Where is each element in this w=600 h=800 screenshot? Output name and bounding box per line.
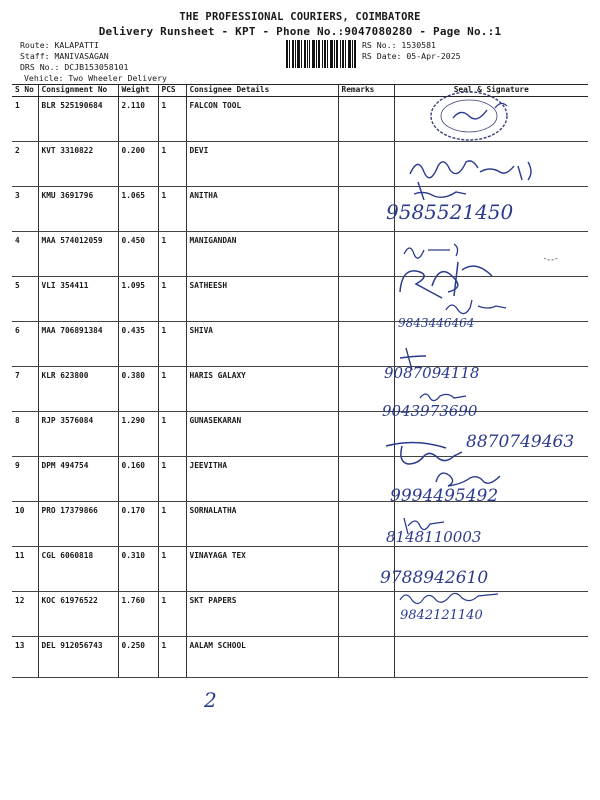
cell-pcs: 1	[158, 277, 186, 322]
cell-remarks	[338, 592, 394, 637]
cell-consignment: KOC 61976522	[38, 592, 118, 637]
cell-consignment: VLI 354411	[38, 277, 118, 322]
cell-weight: 0.380	[118, 367, 158, 412]
signature-row-13	[396, 588, 506, 606]
col-sno: S No	[12, 84, 38, 97]
signature-row-9	[382, 436, 468, 468]
cell-consignment: KLR 623800	[38, 367, 118, 412]
table-row	[12, 322, 588, 367]
table-row	[12, 502, 588, 547]
company-title: THE PROFESSIONAL COURIERS, COIMBATORE	[179, 11, 421, 23]
cell-consignment: DEL 912056743	[38, 637, 118, 678]
cell-consignee: GUNASEKARAN	[186, 412, 338, 457]
vehicle-label: Vehicle: Two Wheeler Delivery	[24, 73, 167, 83]
cell-consignee: VINAYAGA TEX	[186, 547, 338, 592]
cell-weight: 0.200	[118, 142, 158, 187]
company-seal-stamp	[425, 86, 515, 146]
cell-pcs: 1	[158, 97, 186, 142]
cell-consignment: RJP 3576084	[38, 412, 118, 457]
cell-pcs: 1	[158, 142, 186, 187]
cell-consignee: DEVI	[186, 142, 338, 187]
handwritten-mark: 2	[204, 688, 217, 712]
barcode-image	[286, 40, 356, 68]
cell-consignment: KVT 3310822	[38, 142, 118, 187]
cell-consignee: SKT PAPERS	[186, 592, 338, 637]
route-label: Route: KALAPATTI	[20, 40, 99, 50]
cell-consignment: CGL 6060818	[38, 547, 118, 592]
handwritten-phone-row-10: 9994495492	[390, 486, 499, 506]
cell-consignee: JEEVITHA	[186, 457, 338, 502]
rs-number: RS No.: 1530581	[362, 40, 436, 50]
cell-sno: 3	[12, 187, 38, 232]
cell-weight: 1.065	[118, 187, 158, 232]
cell-weight: 0.160	[118, 457, 158, 502]
cell-remarks	[338, 322, 394, 367]
cell-pcs: 1	[158, 367, 186, 412]
signature-row-6	[440, 296, 510, 318]
table-top-rule	[12, 84, 588, 85]
cell-pcs: 1	[158, 322, 186, 367]
col-seal-signature: Seal & Signature	[394, 84, 588, 97]
cell-pcs: 1	[158, 457, 186, 502]
cell-sno: 6	[12, 322, 38, 367]
cell-remarks	[338, 277, 394, 322]
handwritten-phone-row-11: 8148110003	[386, 528, 482, 546]
cell-pcs: 1	[158, 412, 186, 457]
cell-sno: 2	[12, 142, 38, 187]
cell-consignment: MAA 706891384	[38, 322, 118, 367]
cell-remarks	[338, 637, 394, 678]
cell-consignee: ANITHA	[186, 187, 338, 232]
cell-pcs: 1	[158, 637, 186, 678]
cell-weight: 0.435	[118, 322, 158, 367]
handwritten-phone-row-6: 9843446464	[398, 316, 475, 330]
cell-weight: 0.450	[118, 232, 158, 277]
cell-consignment: BLR 525190684	[38, 97, 118, 142]
cell-sno: 7	[12, 367, 38, 412]
col-weight: Weight	[118, 84, 158, 97]
handwritten-phone-row-12: 9788942610	[380, 568, 489, 588]
cell-consignment: PRO 17379866	[38, 502, 118, 547]
cell-sno: 13	[12, 637, 38, 678]
handwritten-phone-row-7: 9087094118	[384, 364, 480, 382]
cell-weight: 1.290	[118, 412, 158, 457]
drs-number: DRS No.: DCJB153058101	[20, 62, 129, 72]
rs-date: RS Date: 05-Apr-2025	[362, 51, 461, 61]
cell-sno: 10	[12, 502, 38, 547]
col-remarks: Remarks	[338, 84, 394, 97]
cell-consignee: FALCON TOOL	[186, 97, 338, 142]
cell-consignee: MANIGANDAN	[186, 232, 338, 277]
table-row	[12, 367, 588, 412]
cell-consignee: SHIVA	[186, 322, 338, 367]
cell-sno: 12	[12, 592, 38, 637]
handwritten-phone-row-9: 8870749463	[466, 432, 575, 452]
cell-remarks	[338, 142, 394, 187]
cell-sno: 9	[12, 457, 38, 502]
cell-sno: 4	[12, 232, 38, 277]
table-row	[12, 547, 588, 592]
cell-weight: 0.170	[118, 502, 158, 547]
cell-consignee: HARIS GALAXY	[186, 367, 338, 412]
cell-signature	[394, 637, 588, 678]
handwritten-phone-row-4: 9585521450	[386, 200, 514, 224]
cell-consignment: MAA 574012059	[38, 232, 118, 277]
cell-weight: 2.110	[118, 97, 158, 142]
cell-sno: 5	[12, 277, 38, 322]
cell-remarks	[338, 97, 394, 142]
cell-pcs: 1	[158, 547, 186, 592]
cell-sno: 11	[12, 547, 38, 592]
cell-pcs: 1	[158, 187, 186, 232]
cell-weight: 1.760	[118, 592, 158, 637]
cell-consignment: KMU 3691796	[38, 187, 118, 232]
cell-sno: 1	[12, 97, 38, 142]
cell-pcs: 1	[158, 232, 186, 277]
cell-sno: 8	[12, 412, 38, 457]
cell-weight: 1.095	[118, 277, 158, 322]
cell-consignee: SATHEESH	[186, 277, 338, 322]
cell-consignee: SORNALATHA	[186, 502, 338, 547]
cell-pcs: 1	[158, 502, 186, 547]
handwritten-phone-row-8: 9043973690	[382, 402, 478, 420]
cell-pcs: 1	[158, 592, 186, 637]
runsheet-subtitle: Delivery Runsheet - KPT - Phone No.:9047080280 - Page No.:1	[98, 25, 502, 38]
table-row	[12, 637, 588, 678]
col-consignee: Consignee Details	[186, 84, 338, 97]
col-pcs: PCS	[158, 84, 186, 97]
cell-remarks	[338, 232, 394, 277]
cell-consignment: DPM 494754	[38, 457, 118, 502]
staff-label: Staff: MANIVASAGAN	[20, 51, 109, 61]
cell-weight: 0.310	[118, 547, 158, 592]
col-consignment: Consignment No	[38, 84, 118, 97]
cell-weight: 0.250	[118, 637, 158, 678]
handwritten-phone-row-13: 9842121140	[400, 608, 483, 623]
cell-consignee: AALAM SCHOOL	[186, 637, 338, 678]
